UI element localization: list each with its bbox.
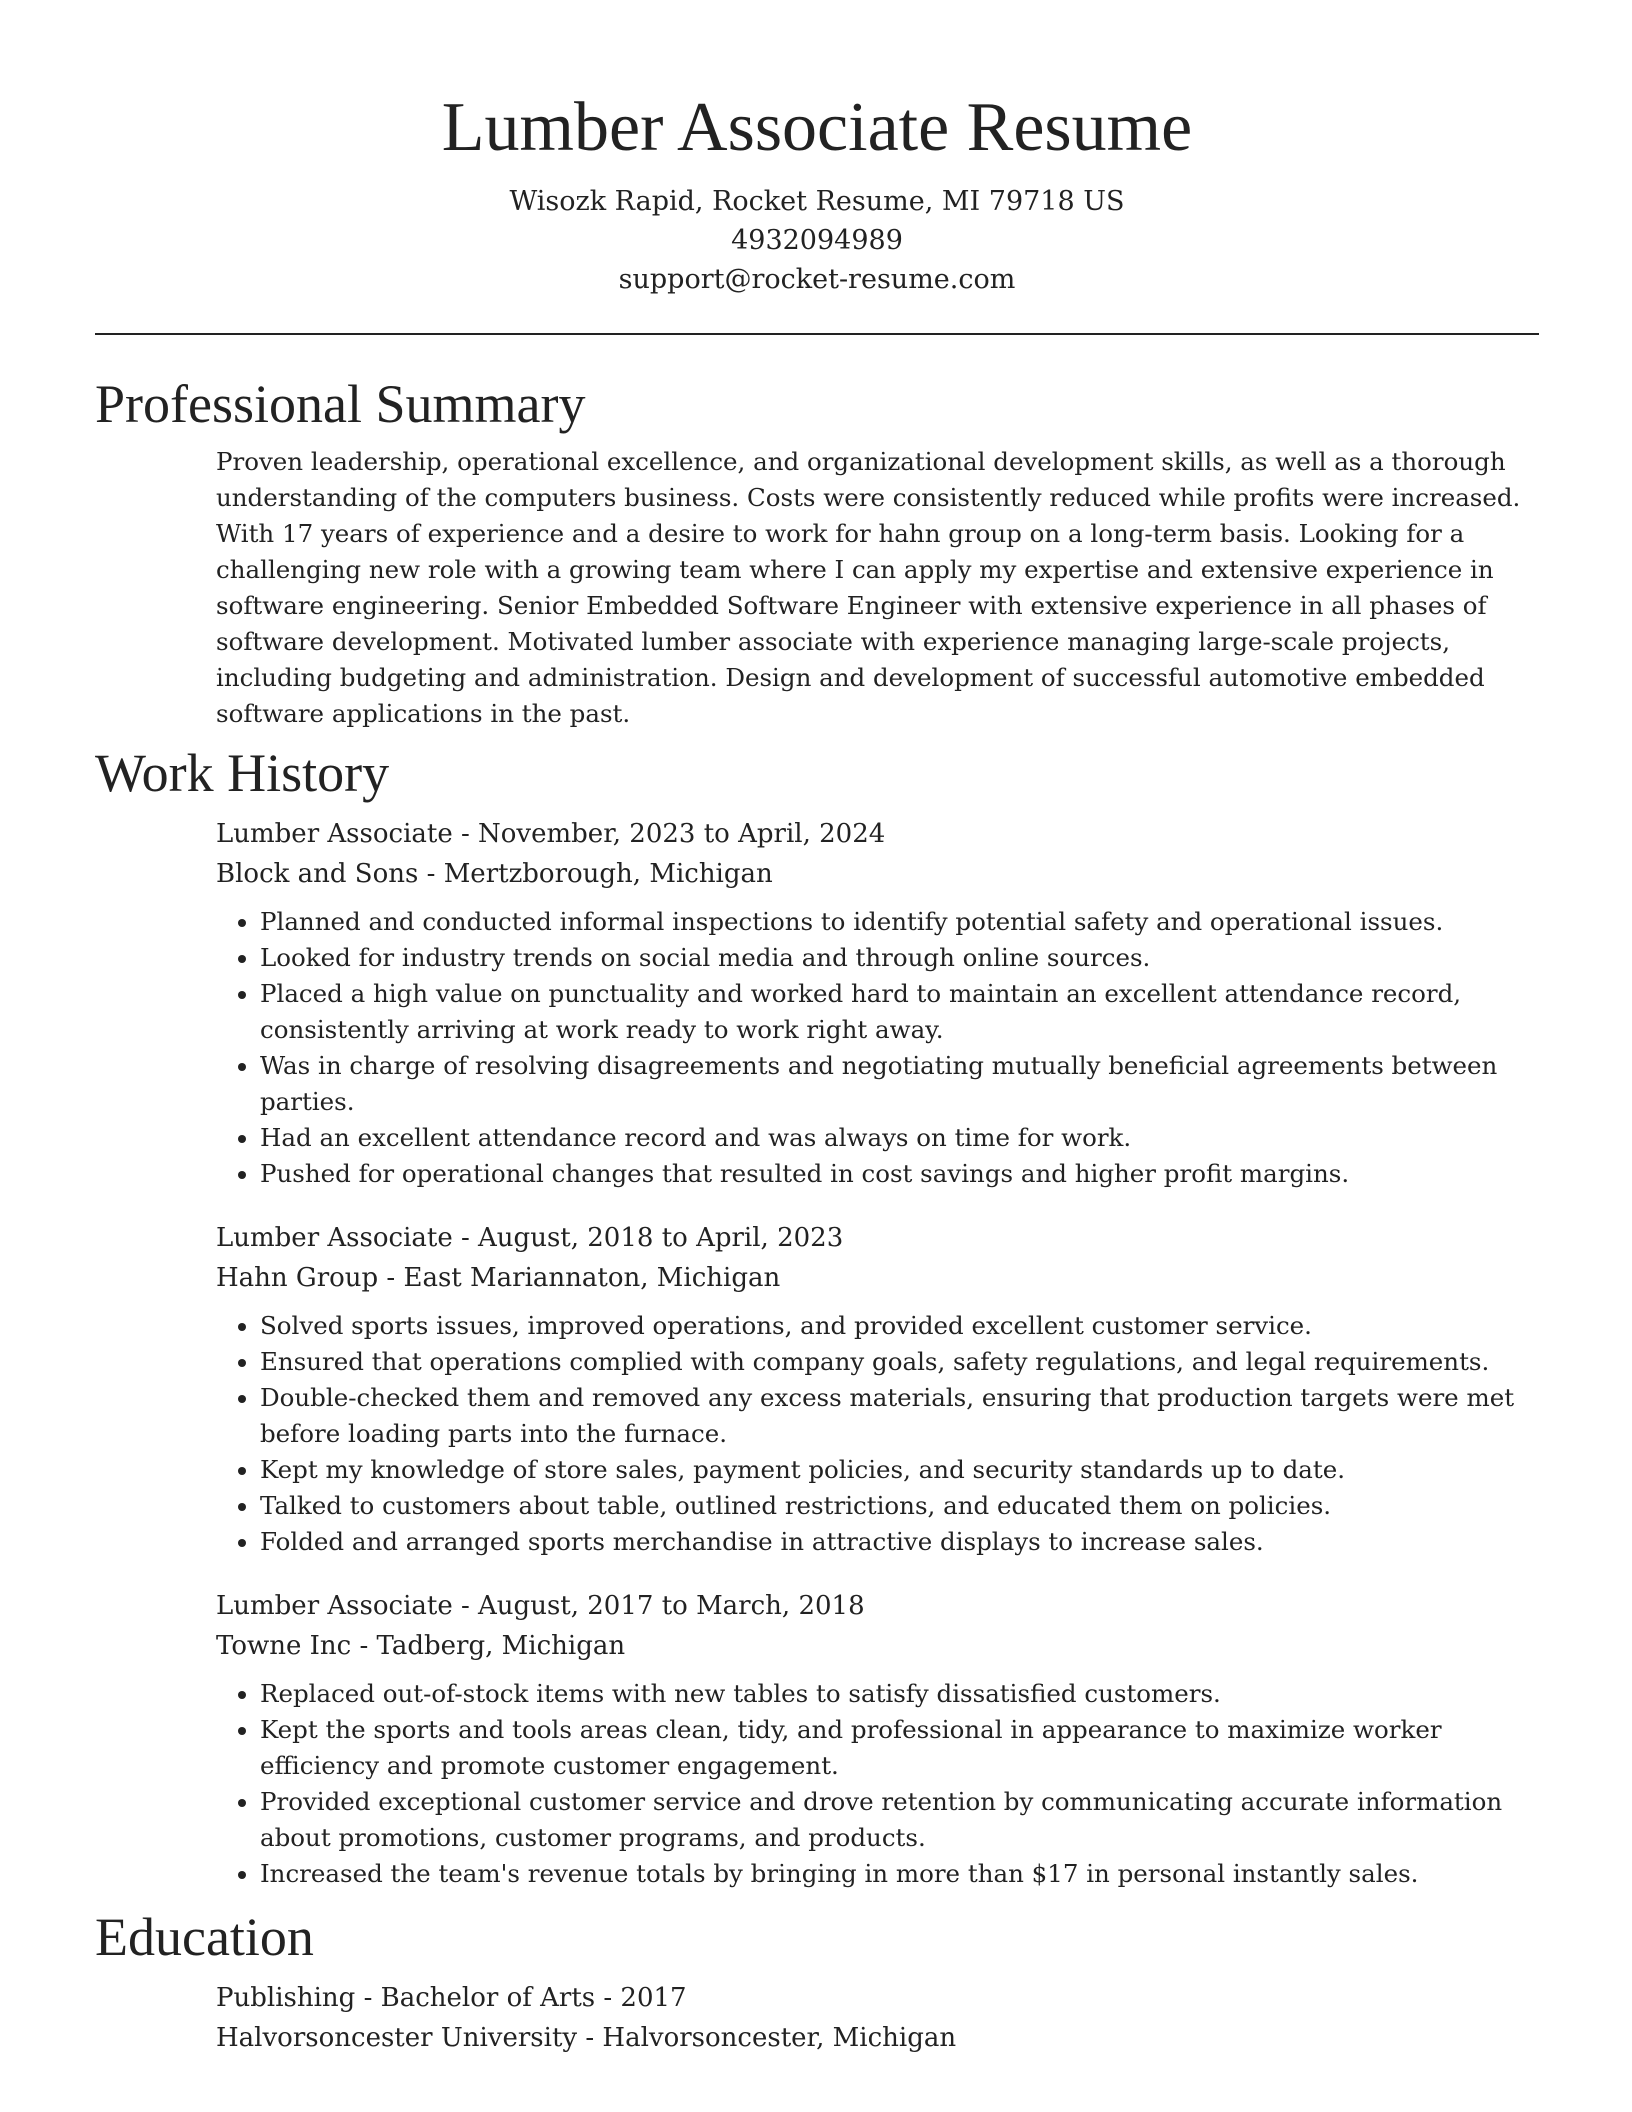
resume-title: Lumber Associate Resume: [441, 89, 1193, 166]
duty-item: • Replaced out-of-stock items with new tables to satisfy dissatisfied customers.: [260, 1676, 1539, 1712]
job-company: Towne Inc: [216, 1631, 352, 1661]
job-dates: - November, 2023 to April, 2024: [452, 819, 886, 849]
duty-item: • Talked to customers about table, outlined restrictions, and educated them on policies.: [260, 1488, 1539, 1524]
work-history-heading: Work History: [95, 743, 390, 803]
job-company-line: [216, 1626, 1539, 1666]
education-school: Halvorsoncester University: [216, 2023, 578, 2053]
job-location: - Tadberg, Michigan: [351, 1631, 626, 1661]
job-entry-2: [216, 1218, 1539, 1560]
job-duties-list: [216, 1308, 1539, 1560]
job-title: Lumber Associate: [216, 819, 453, 849]
duty-item: • Double-checked them and removed any excess materials, ensuring that production targets were met before loading parts into the furnace.: [260, 1380, 1539, 1452]
duty-item: • Kept the sports and tools areas clean, tidy, and professional in appearance to maximize worker efficiency and promote customer engagement.: [260, 1712, 1539, 1784]
duty-item: • Placed a high value on punctuality and worked hard to maintain an excellent attendance record, consistently arriving at work ready to work right away.: [260, 976, 1539, 1048]
job-entry-3: [216, 1586, 1539, 1892]
job-entry-1: [216, 814, 1539, 1192]
job-location: - Mertzborough, Michigan: [418, 859, 773, 889]
job-company: Hahn Group: [216, 1263, 379, 1293]
education-heading: Education: [95, 1907, 314, 1967]
job-title-line: [216, 1218, 1539, 1258]
job-company: Block and Sons: [216, 859, 419, 889]
job-dates: - August, 2018 to April, 2023: [452, 1223, 844, 1253]
job-dates: - August, 2017 to March, 2018: [452, 1591, 865, 1621]
education-entry: [216, 1978, 1539, 2058]
job-duties-list: [216, 904, 1539, 1192]
duty-item: • Folded and arranged sports merchandise in attractive displays to increase sales.: [260, 1524, 1539, 1560]
duty-item: • Was in charge of resolving disagreements and negotiating mutually beneficial agreements between parties.: [260, 1048, 1539, 1120]
job-duties-list: [216, 1676, 1539, 1892]
contact-phone: 4932094989: [731, 225, 903, 256]
duty-item: • Provided exceptional customer service and drove retention by communicating accurate information about promotions, customer programs, and products.: [260, 1784, 1539, 1856]
summary-heading: Professional Summary: [95, 374, 586, 434]
education-location: - Halvorsoncester, Michigan: [577, 2023, 957, 2053]
duty-item: • Looked for industry trends on social media and through online sources.: [260, 940, 1539, 976]
job-company-line: [216, 854, 1539, 894]
duty-item: • Planned and conducted informal inspections to identify potential safety and operational issues.: [260, 904, 1539, 940]
duty-item: • Ensured that operations complied with company goals, safety regulations, and legal requirements.: [260, 1344, 1539, 1380]
job-title-line: [216, 1586, 1539, 1626]
job-title-line: [216, 814, 1539, 854]
job-location: - East Mariannaton, Michigan: [378, 1263, 781, 1293]
education-school-line: [216, 2018, 1539, 2058]
job-title: Lumber Associate: [216, 1223, 453, 1253]
header-divider: [95, 333, 1539, 335]
summary-text: Proven leadership, operational excellence, and organizational development skills, as well as a thorough understanding of the computers business. Costs were consistently reduced while profits were increased. With 17 years of experience and a desire to work for hahn group on a long-term basis. Looking for a challenging new role with a growing team where I can apply my expertise and extensive experience in software engineering. Senior Embedded Software Engineer with extensive experience in all phases of software development. Motivated lumber associate with experience managing large-scale projects, including budgeting and administration. Design and development of successful automotive embedded software applications in the past.: [216, 447, 1521, 728]
duty-item: • Had an excellent attendance record and was always on time for work.: [260, 1120, 1539, 1156]
duty-item: • Increased the team's revenue totals by bringing in more than $17 in personal instantly sales.: [260, 1856, 1539, 1892]
resume-page: [95, 0, 1539, 2058]
duty-item: • Solved sports issues, improved operations, and provided excellent customer service.: [260, 1308, 1539, 1344]
education-degree: Publishing - Bachelor of Arts - 2017: [216, 1983, 687, 2013]
contact-address: Wisozk Rapid, Rocket Resume, MI 79718 US: [509, 186, 1125, 217]
contact-email: support@rocket-resume.com: [618, 264, 1016, 295]
job-title: Lumber Associate: [216, 1591, 453, 1621]
job-company-line: [216, 1258, 1539, 1298]
duty-item: • Pushed for operational changes that resulted in cost savings and higher profit margins.: [260, 1156, 1539, 1192]
contact-block: [95, 182, 1539, 299]
duty-item: • Kept my knowledge of store sales, payment policies, and security standards up to date.: [260, 1452, 1539, 1488]
